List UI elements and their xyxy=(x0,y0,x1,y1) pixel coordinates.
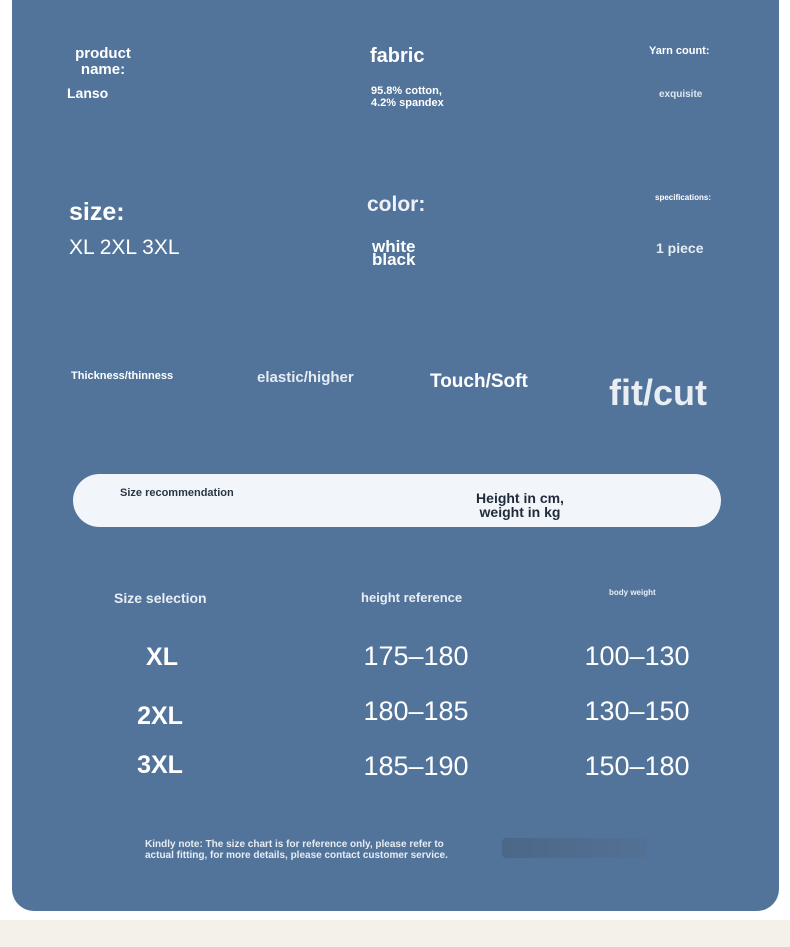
attribute-fit: fit/cut xyxy=(609,372,707,413)
table-row-height: 180–185 xyxy=(363,696,469,726)
fabric-value: 95.8% cotton, 4.2% spandex xyxy=(371,85,444,109)
disclaimer-note: Kindly note: The size chart is for reference only, please refer to actual fitting, for more details, please contact customer service. xyxy=(145,839,448,861)
attribute-elasticity: elastic/higher xyxy=(257,369,354,386)
table-header-weight: body weight xyxy=(609,588,656,597)
size-recommendation-banner xyxy=(73,474,721,527)
yarn-count-label: Yarn count: xyxy=(649,45,710,57)
product-name-label: product name: xyxy=(75,45,131,78)
fabric-label: fabric xyxy=(370,45,425,67)
attribute-touch: Touch/Soft xyxy=(430,371,528,392)
size-label: size: xyxy=(69,198,125,226)
yarn-count-value: exquisite xyxy=(659,89,703,100)
units-note: Height in cm, weight in kg xyxy=(476,490,564,520)
table-header-height: height reference xyxy=(361,590,463,605)
size-info-card xyxy=(12,0,779,911)
table-row-size: 2XL xyxy=(137,702,183,730)
table-row-weight: 130–150 xyxy=(584,696,690,726)
table-row-height: 185–190 xyxy=(363,751,469,781)
color-value: white black xyxy=(372,237,416,269)
table-row-weight: 100–130 xyxy=(584,641,690,671)
size-recommendation-label: Size recommendation xyxy=(120,487,234,499)
table-row-weight: 150–180 xyxy=(584,751,690,781)
table-header-size: Size selection xyxy=(114,590,207,606)
specifications-value: 1 piece xyxy=(656,240,704,256)
table-row-size: 3XL xyxy=(137,751,183,779)
product-name-value: Lanso xyxy=(67,85,109,101)
table-row-height: 175–180 xyxy=(363,641,469,671)
attribute-thickness: Thickness/thinness xyxy=(71,370,174,382)
blurred-text-overlay xyxy=(502,838,647,858)
specifications-label: specifications: xyxy=(655,193,712,202)
size-value: XL 2XL 3XL xyxy=(69,236,180,259)
table-row-size: XL xyxy=(146,643,178,671)
bottom-strip xyxy=(0,920,790,947)
color-label: color: xyxy=(367,193,426,216)
